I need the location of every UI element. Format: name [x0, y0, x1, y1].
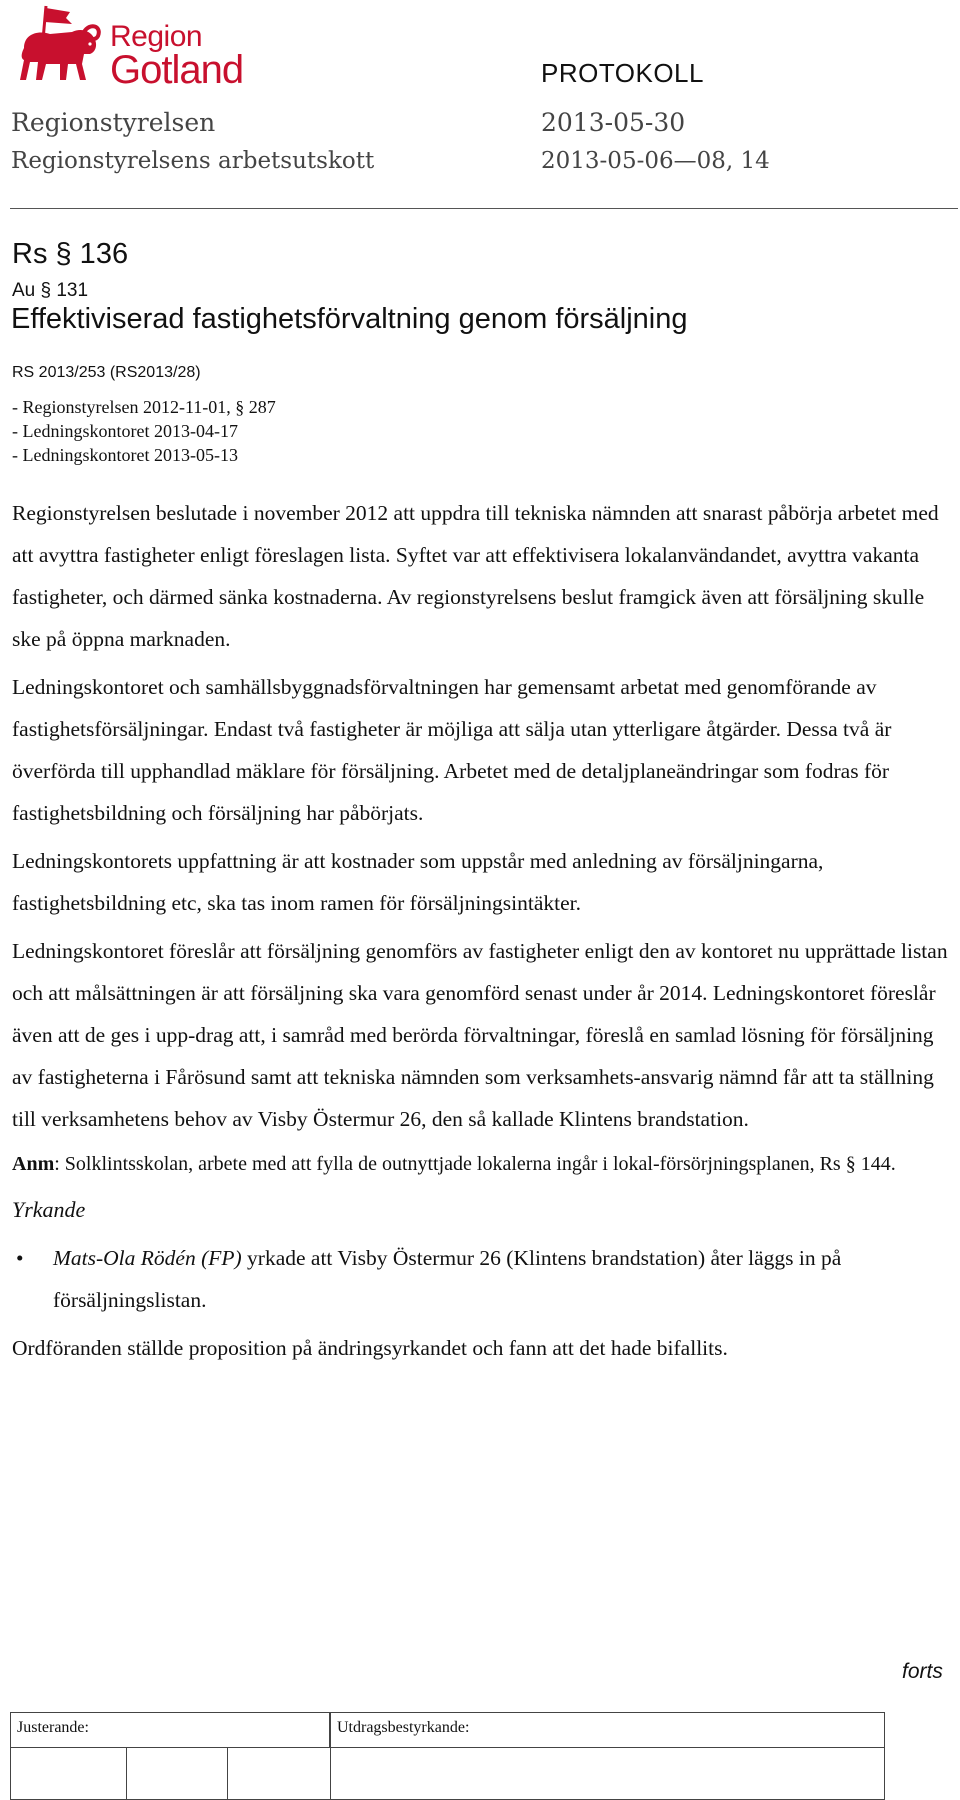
note-text: : Solklintsskolan, arbete med att fylla de outnyttjade lokalerna ingår i lokal-försörjningsplanen, Rs § 144. [54, 1153, 896, 1175]
reference-item: - Ledningskontoret 2013-05-13 [12, 445, 238, 465]
reference-item: - Ledningskontoret 2013-04-17 [12, 421, 238, 441]
ram-emblem-icon [10, 4, 106, 88]
committee-name: Regionstyrelsens arbetsutskott [11, 148, 375, 174]
justerande-label: Justerande: [17, 1719, 89, 1736]
yrkande-list [12, 1237, 950, 1321]
header-divider [10, 208, 958, 209]
note-label: Anm [12, 1153, 55, 1175]
body-paragraph: Ledningskontorets uppfattning är att kostnader som uppstår med anledning av försäljningarna, fastighetsbildning etc, ska tas inom ramen för försäljningsintäkter. [12, 849, 824, 915]
signature-table [10, 1712, 885, 1800]
yrkande-heading: Yrkande [12, 1197, 86, 1222]
region-gotland-logo [10, 4, 244, 92]
meeting-date: 2013-05-30 [541, 108, 686, 137]
body-paragraph: Regionstyrelsen beslutade i november 2012 att uppdra till tekniska nämnden att snarast påbörja arbetet med att avyttra fastigheter enligt föreslagen lista. Syftet var att effektivisera lokalanvändandet, avyttra vakanta fastigheter, och därmed sänka kostnaderna. Av regionstyrelsens beslut framgick även att försäljning skulle ske på öppna marknaden. [12, 501, 939, 651]
signature-box [10, 1747, 127, 1800]
note-paragraph [12, 1146, 950, 1183]
continued-marker: forts [902, 1660, 943, 1683]
utdragsbestyrkande-label: Utdragsbestyrkande: [337, 1719, 470, 1736]
logo-text-gotland: Gotland [110, 48, 244, 92]
document-type: PROTOKOLL [541, 58, 704, 88]
case-diarienummer: RS 2013/253 (RS2013/28) [12, 364, 201, 381]
bullet-icon: • [16, 1246, 24, 1270]
rs-paragraph-number: Rs § 136 [12, 238, 129, 270]
body-paragraph: Ledningskontoret föreslår att försäljning genomförs av fastigheter enligt den av kontoret nu upprättade listan och att målsättningen är att försäljning ska vara genomförd senast under år 2014. Ledningskontoret föreslår även att de ges i upp-drag att, i samråd med berörda förvaltningar, föreslå en samlad lösning för försäljning av fastigheterna i Fårösund samt att tekniska nämnden som verksamhets-ansvarig nämnd får att ta ställning till verksamhetens behov av Visby Östermur 26, den så kallade Klintens brandstation. [12, 939, 948, 1131]
justerande-cell [10, 1712, 330, 1748]
protocol-body [12, 492, 950, 1375]
logo-text-region: Region [110, 20, 203, 53]
utdragsbestyrkande-cell [330, 1712, 885, 1748]
yrkande-item [12, 1237, 950, 1321]
reference-list [12, 395, 276, 467]
signature-box [330, 1747, 885, 1800]
reference-item: - Regionstyrelsen 2012-11-01, § 287 [12, 397, 276, 417]
body-paragraph: Ledningskontoret och samhällsbyggnadsförvaltningen har gemensamt arbetat med genomförande av fastighetsförsäljningar. Endast två fastigheter är möjliga att sälja utan ytterligare åtgärder. Dessa två är överförda till upphandlad mäklare för försäljning. Arbetet med de detaljplaneändringar som fodras för fastighetsbildning och försäljning har påbörjats. [12, 675, 892, 825]
yrkande-text: yrkade att Visby Östermur 26 (Klintens brandstation) åter läggs in på försäljningslistan. [53, 1246, 842, 1312]
committee-meeting-date: 2013-05-06—08, 14 [541, 148, 770, 174]
closing-paragraph: Ordföranden ställde proposition på ändringsyrkandet och fann att det hade bifallits. [12, 1336, 728, 1360]
signature-box [126, 1747, 228, 1800]
yrkande-person: Mats-Ola Rödén (FP) [53, 1246, 242, 1270]
body-name: Regionstyrelsen [11, 108, 216, 137]
au-paragraph-number: Au § 131 [12, 280, 89, 301]
case-title: Effektiviserad fastighetsförvaltning genom försäljning [11, 303, 688, 335]
signature-box [227, 1747, 331, 1800]
